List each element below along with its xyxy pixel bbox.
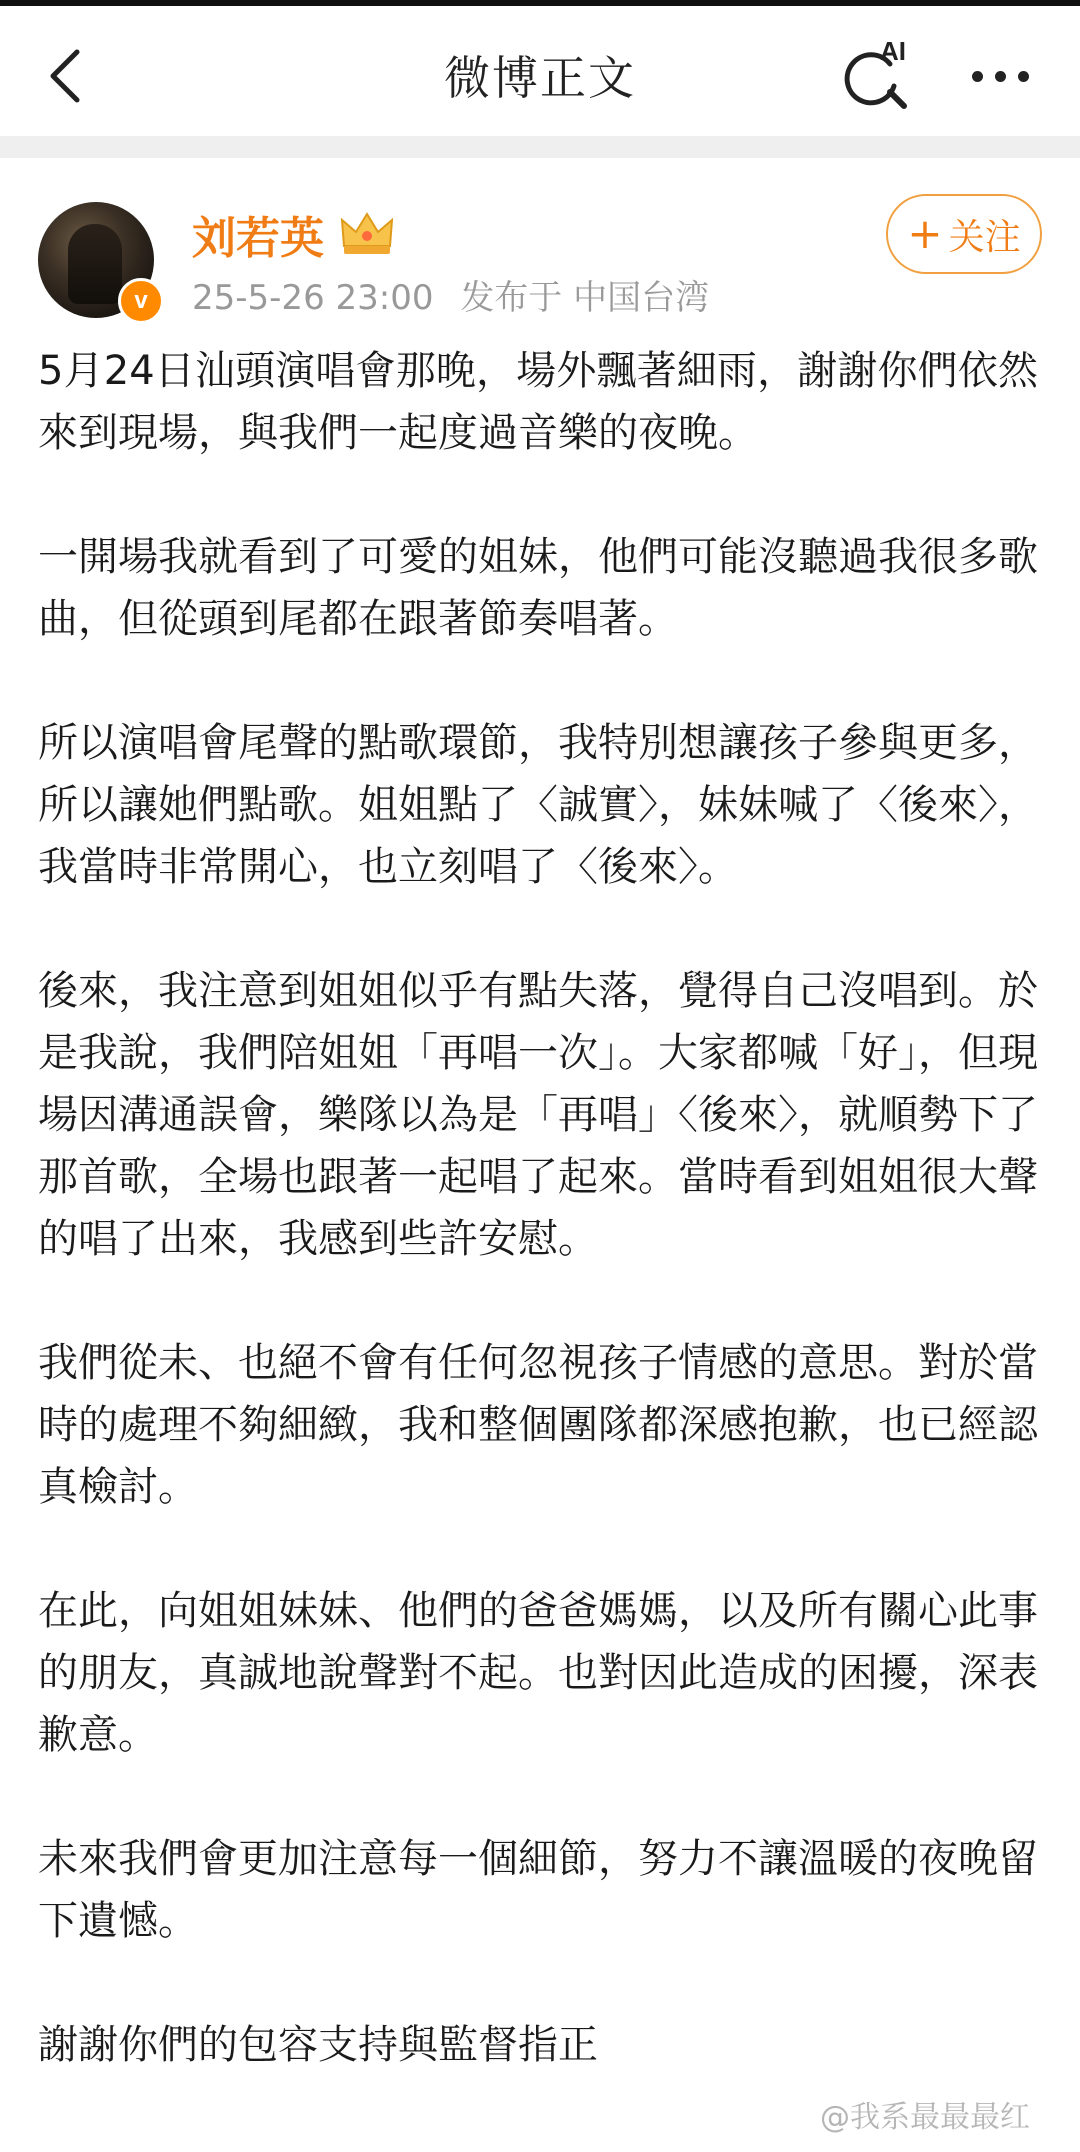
post-paragraph: 所以演唱會尾聲的點歌環節，我特別想讓孩子參與更多，所以讓她們點歌。姐姐點了〈誠實〉，妹妹喊了〈後來〉，我當時非常開心，也立刻唱了〈後來〉。 [38,720,1038,890]
post-paragraph: 未來我們會更加注意每一個細節，努力不讓溫暖的夜晚留下遺憾。 [38,1836,1038,1944]
page-title: 微博正文 [444,51,636,105]
post-paragraph: 後來，我注意到姐姐似乎有點失落，覺得自己沒唱到。於是我說，我們陪姐姐「再唱一次」。大家都喊「好」，但現場因溝通誤會，樂隊以為是「再唱」〈後來〉，就順勢下了那首歌，全場也跟著一起唱了起來。當時看到姐姐很大聲的唱了出來，我感到些許安慰。 [38,968,1038,1262]
ai-search-button[interactable] [838,34,918,116]
post-location: 发布于 中国台湾 [460,278,710,318]
author-header [0,158,1080,328]
post-paragraph: 謝謝你們的包容支持與監督指正 [38,2022,598,2068]
nav-bar [0,6,1080,136]
ai-label: AI [880,36,906,66]
plus-icon: + [907,209,943,258]
follow-label: 关注 [948,216,1021,258]
more-dots-icon [972,71,983,82]
post-body [38,340,1038,2076]
watermark: @我系最最最红 [820,2100,1030,2135]
verified-icon: v [118,278,164,324]
post-paragraph: 我們從未、也絕不會有任何忽視孩子情感的意思。對於當時的處理不夠細緻，我和整個團隊都深感抱歉，也已經認真檢討。 [38,1340,1038,1510]
author-name[interactable]: 刘若英 [192,213,324,264]
ai-search-icon [838,34,918,116]
post-paragraph: 5月24日汕頭演唱會那晚，場外飄著細雨，謝謝你們依然來到現場，與我們一起度過音樂的夜晚。 [38,348,1038,456]
post-time: 25-5-26 23:00 [192,278,434,318]
more-button[interactable] [955,46,1045,106]
crown-icon [338,206,396,258]
post-paragraph: 在此，向姐姐妹妹、他們的爸爸媽媽，以及所有關心此事的朋友，真誠地說聲對不起。也對因此造成的困擾，深表歉意。 [38,1588,1038,1758]
header-divider [0,136,1080,158]
post-meta [192,270,725,319]
post-paragraph: 一開場我就看到了可愛的姐妹，他們可能沒聽過我很多歌曲，但從頭到尾都在跟著節奏唱著。 [38,534,1038,642]
follow-button[interactable] [886,194,1042,274]
